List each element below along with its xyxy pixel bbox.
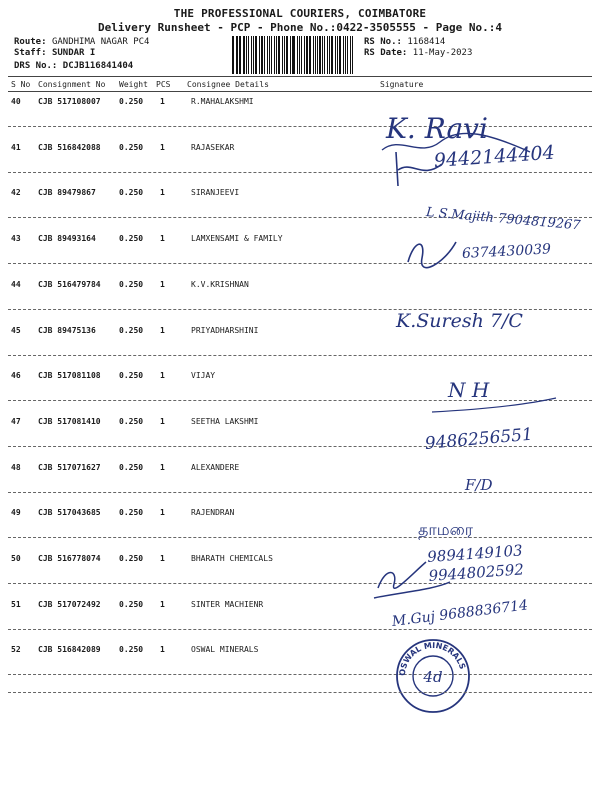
row-consignee: LAMXENSAMI & FAMILY (191, 234, 283, 244)
stamp-text: OSWAL MINERALS (397, 640, 468, 677)
rs-no-label: RS No.: (364, 37, 402, 47)
barcode-bar (278, 36, 280, 74)
drs-value: DCJB116841404 (62, 61, 134, 71)
row-sno: 52 (11, 645, 21, 655)
row-weight: 0.250 (119, 508, 144, 518)
signature-42: L S.Majith 7904819267 (425, 205, 582, 234)
barcode-bar (322, 36, 323, 74)
barcode-bar (261, 36, 263, 74)
row-consignment-no: CJB 517043685 (38, 508, 101, 518)
staff-value: SUNDAR I (51, 48, 96, 58)
row-weight: 0.250 (119, 97, 144, 106)
barcode-bar (264, 36, 265, 74)
col-weight: Weight (119, 80, 148, 89)
barcode-bar (236, 36, 237, 74)
row-consignment-no: CJB 89493164 (38, 234, 96, 244)
barcode-bar (315, 36, 316, 74)
col-pcs: PCS (156, 80, 171, 89)
signature-43: 6374430039 (461, 241, 552, 262)
row-pcs: 1 (160, 554, 165, 563)
staff-line (14, 48, 95, 58)
barcode-bar (313, 36, 314, 74)
barcode-bar (345, 36, 346, 74)
barcode-bar (327, 36, 329, 74)
row-separator (8, 263, 592, 264)
barcode-bar (309, 36, 311, 74)
row-sno: 47 (11, 416, 21, 426)
row-pcs: 1 (160, 462, 165, 472)
row-weight: 0.250 (119, 462, 144, 472)
barcode-bar (317, 36, 318, 74)
row-pcs: 1 (160, 508, 165, 518)
barcode-bar (297, 36, 298, 74)
signature-46: N H (448, 378, 490, 402)
row-consignment-no: CJB 516479784 (38, 279, 101, 289)
row-consignment-no: CJB 517081410 (38, 416, 101, 426)
row-consignee: K.V.KRISHNAN (191, 279, 249, 289)
signature-41: 9442144404 (433, 141, 556, 172)
barcode-bar (271, 36, 272, 74)
signature-49: தாமரை (418, 520, 474, 539)
row-pcs: 1 (160, 599, 165, 609)
row-consignment-no: CJB 516842088 (38, 142, 101, 152)
rs-date-label: RS Date: (364, 48, 408, 58)
barcode-bar (350, 36, 352, 74)
col-signature: Signature (380, 80, 424, 89)
drs-line (14, 61, 133, 71)
row-consignee: SIRANJEEVI (191, 188, 240, 198)
barcode-bar (255, 36, 257, 74)
row-sno: 40 (11, 97, 21, 106)
rs-date-line (364, 48, 472, 58)
barcode-bar (306, 36, 308, 74)
barcode-bar (239, 36, 241, 74)
row-consignment-no: CJB 517081108 (38, 371, 101, 381)
route-value: GANDHIMA NAGAR PC4 (51, 37, 150, 47)
row-separator (8, 674, 592, 675)
row-weight: 0.250 (119, 325, 144, 335)
barcode-bar (329, 36, 330, 74)
table-end-rule (8, 692, 592, 693)
barcode-bar (290, 36, 291, 74)
row-consignee: RAJENDRAN (191, 508, 235, 518)
barcode-bar (237, 36, 238, 74)
staff-label: Staff: (14, 48, 47, 58)
row-weight: 0.250 (119, 234, 144, 244)
row-weight: 0.250 (119, 371, 144, 381)
row-sno: 51 (11, 599, 21, 609)
signature-51: M.Guj 9688836714 (391, 597, 529, 630)
signature-40: K. Ravi (386, 112, 488, 145)
barcode-bar (301, 36, 302, 74)
row-consignment-no: CJB 89475136 (38, 325, 96, 335)
signature-50: 9894149103 9944802592 (426, 541, 525, 585)
row-consignee: RAJASEKAR (191, 142, 235, 152)
header-rule-top (8, 76, 592, 77)
row-separator (8, 172, 592, 173)
barcode-bar (347, 36, 348, 74)
row-sno: 49 (11, 508, 21, 518)
row-consignment-no: CJB 517071627 (38, 462, 101, 472)
row-consignee: R.MAHALAKSHMI (191, 97, 254, 106)
barcode-bar (253, 36, 255, 74)
row-consignment-no: CJB 517108007 (38, 97, 101, 106)
signature-47: 9486256551 (424, 424, 534, 454)
signature-scribble-41 (392, 150, 452, 194)
col-consignment: Consignment No (38, 80, 106, 89)
row-pcs: 1 (160, 645, 165, 655)
row-separator (8, 355, 592, 356)
runsheet-subtitle: Delivery Runsheet - PCP - Phone No.:0422-3505555 - Page No.:4 (98, 21, 502, 34)
row-pcs: 1 (160, 371, 165, 381)
barcode-bar (269, 36, 271, 74)
col-sno: S No (11, 80, 31, 89)
row-pcs: 1 (160, 97, 165, 106)
row-consignee: ALEXANDERE (191, 462, 240, 472)
rs-no-value: 1168414 (407, 37, 446, 47)
drs-label: DRS No.: (14, 61, 58, 71)
barcode-bar (282, 36, 283, 74)
row-consignee: OSWAL MINERALS (191, 645, 259, 655)
row-weight: 0.250 (119, 599, 144, 609)
row-pcs: 1 (160, 188, 165, 198)
barcode-bar (339, 36, 341, 74)
barcode-bar (319, 36, 321, 74)
row-consignee: PRIYADHARSHINI (191, 325, 259, 335)
signature-scribble-46 (430, 396, 560, 424)
route-line (14, 37, 149, 47)
barcode-bar (284, 36, 285, 74)
row-pcs: 1 (160, 325, 165, 335)
row-weight: 0.250 (119, 645, 144, 655)
row-sno: 42 (11, 188, 21, 198)
oswal-minerals-stamp (393, 636, 473, 720)
barcode-bar (299, 36, 301, 74)
barcode (232, 36, 354, 74)
signature-45: K.Suresh 7/C (396, 310, 523, 332)
barcode-bar (292, 36, 293, 74)
barcode-bar (251, 36, 252, 74)
barcode-bar (304, 36, 305, 74)
barcode-bar (293, 36, 295, 74)
row-consignment-no: CJB 516778074 (38, 554, 101, 563)
barcode-bar (259, 36, 260, 74)
row-consignment-no: CJB 89479867 (38, 188, 96, 198)
row-sno: 48 (11, 462, 21, 472)
row-weight: 0.250 (119, 188, 144, 198)
barcode-bar (232, 36, 234, 74)
row-consignee: SINTER MACHIENR (191, 599, 264, 609)
signature-scribble-50 (372, 552, 452, 606)
barcode-bar (274, 36, 275, 74)
barcode-bar (324, 36, 325, 74)
row-consignee: VIJAY (191, 371, 216, 381)
row-weight: 0.250 (119, 279, 144, 289)
row-weight: 0.250 (119, 142, 144, 152)
row-consignment-no: CJB 517072492 (38, 599, 101, 609)
row-sno: 41 (11, 142, 21, 152)
barcode-bar (331, 36, 333, 74)
barcode-bar (267, 36, 268, 74)
route-label: Route: (14, 37, 47, 47)
row-consignment-no: CJB 516842089 (38, 645, 101, 655)
row-sno: 50 (11, 554, 21, 563)
row-sno: 44 (11, 279, 21, 289)
row-pcs: 1 (160, 234, 165, 244)
row-weight: 0.250 (119, 416, 144, 426)
barcode-bar (276, 36, 278, 74)
barcode-bar (246, 36, 247, 74)
rs-no-line (364, 37, 445, 47)
stamp-center-text: 4d (423, 668, 443, 686)
barcode-bar (286, 36, 288, 74)
barcode-bar (337, 36, 338, 74)
rs-date-value: 11-May-2023 (412, 48, 473, 58)
header-rule-bottom (8, 91, 592, 92)
row-sno: 45 (11, 325, 21, 335)
row-sno: 46 (11, 371, 21, 381)
barcode-bar (243, 36, 245, 74)
barcode-bar (343, 36, 345, 74)
row-separator (8, 629, 592, 630)
signature-48: F/D (465, 476, 493, 494)
row-sno: 43 (11, 234, 21, 244)
barcode-bar (352, 36, 353, 74)
row-weight: 0.250 (119, 554, 144, 563)
signature-scribble-43 (404, 234, 464, 274)
company-title: THE PROFESSIONAL COURIERS, COIMBATORE (173, 7, 427, 20)
barcode-bar (335, 36, 336, 74)
row-pcs: 1 (160, 279, 165, 289)
row-separator (8, 583, 592, 584)
col-consignee: Consignee Details (187, 80, 269, 89)
row-pcs: 1 (160, 142, 165, 152)
row-consignee: BHARATH CHEMICALS (191, 554, 273, 563)
row-pcs: 1 (160, 416, 165, 426)
row-consignee: SEETHA LAKSHMI (191, 416, 259, 426)
barcode-bar (248, 36, 249, 74)
